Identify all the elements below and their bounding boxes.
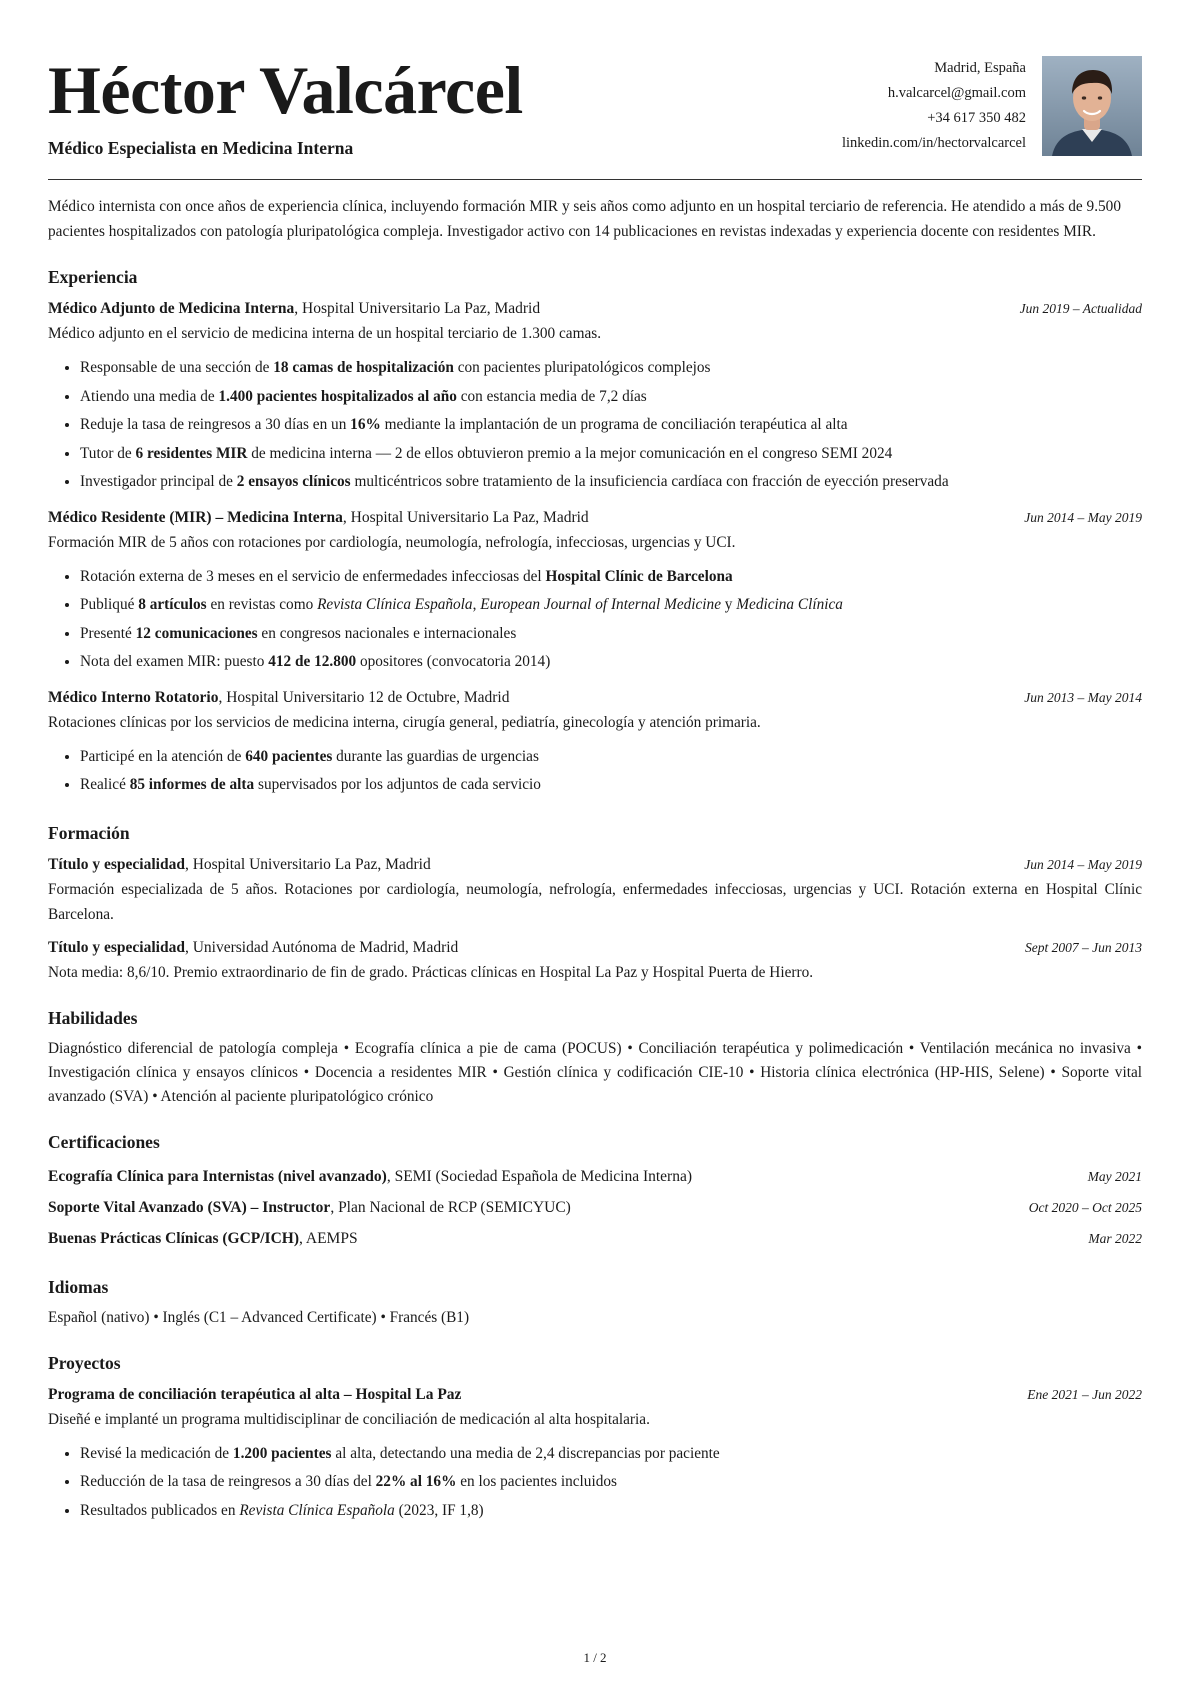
education-entry (48, 935, 1142, 985)
bullet-text: al alta, detectando una media de 2,4 discrepancias por paciente (331, 1444, 720, 1462)
bullet-text: Participé en la atención de (80, 747, 246, 765)
candidate-name: Héctor Valcárcel (48, 52, 523, 128)
experience-entry (48, 685, 1142, 800)
bullet-item (80, 1440, 1142, 1469)
job-description: Rotaciones clínicas por los servicios de medicina interna, cirugía general, pediatría, ginecología y atención primaria. (48, 713, 761, 731)
experience-role-line (48, 296, 540, 321)
education-section (48, 822, 1142, 985)
certifications-heading: Certificaciones (48, 1131, 160, 1152)
experience-list (48, 296, 1142, 800)
skills-text: Diagnóstico diferencial de patología compleja • Ecografía clínica a pie de cama (POCUS) • Conciliación terapéutica y polimedicación • Ventilación mecánica no invasiva • Investigación clínica y ensayos clínicos • Docencia a residentes MIR • Gestión clínica y codificación CIE-10 • Historia clínica electrónica (HP-HIS, Selene) • Soporte vital avanzado (SVA) • Atención al paciente pluripatológico crónico (48, 1039, 1142, 1105)
certifications-list (48, 1161, 1142, 1254)
bullet-text: supervisados por los adjuntos de cada servicio (254, 776, 541, 793)
bullet-item (80, 620, 1142, 649)
certification-row (48, 1223, 1142, 1254)
education-place: , Hospital Universitario La Paz, Madrid (184, 855, 431, 873)
experience-role-line (48, 505, 589, 530)
job-date: Jun 2013 – May 2014 (1024, 689, 1142, 705)
job-place: , Hospital Universitario La Paz, Madrid (342, 508, 589, 526)
bullet-text: durante las guardias de urgencias (332, 747, 539, 765)
certification-name: Soporte Vital Avanzado (SVA) – Instructor (48, 1198, 331, 1216)
bullet-item (80, 563, 1142, 592)
bullet-text: multicéntricos sobre tratamiento de la insuficiencia cardíaca con fracción de eyección preservada (350, 473, 949, 490)
bullet-item (80, 743, 1142, 772)
education-degree: Título y especialidad (48, 938, 185, 956)
certification-date: Mar 2022 (1088, 1230, 1142, 1246)
page-number: 1 / 2 (583, 1650, 607, 1665)
bullet-text: , (472, 596, 481, 613)
bullet-text: mediante la implantación de un programa de conciliación terapéutica al alta (380, 416, 848, 433)
certification-row (48, 1161, 1142, 1192)
bullet-text: con estancia media de 7,2 días (456, 387, 647, 405)
bullet-highlight: 22% al 16% (375, 1473, 457, 1490)
experience-entry (48, 505, 1142, 677)
education-description: Nota media: 8,6/10. Premio extraordinario de fin de grado. Prácticas clínicas en Hospital La Paz y Hospital Puerta de Hierro. (48, 963, 814, 981)
bullet-text: Publiqué (80, 596, 139, 613)
education-list (48, 852, 1142, 985)
projects-section (48, 1352, 1142, 1526)
candidate-title: Médico Especialista en Medicina Interna (48, 138, 354, 158)
certification-date: Oct 2020 – Oct 2025 (1028, 1199, 1142, 1215)
bullet-highlight: 640 pacientes (245, 747, 333, 765)
education-degree: Título y especialidad (48, 855, 185, 873)
bullet-text: opositores (convocatoria 2014) (356, 653, 551, 670)
job-description: Formación MIR de 5 años con rotaciones por cardiología, neumología, nefrología, infecciosas, urgencias y UCI. (48, 533, 736, 551)
skills-section (48, 1007, 1142, 1109)
project-entry-header (48, 1382, 1142, 1407)
bullet-item (80, 411, 1142, 440)
bullet-item (80, 468, 1142, 497)
experience-entry-header (48, 685, 1142, 710)
experience-entry-header (48, 296, 1142, 321)
bullet-text: en los pacientes incluidos (456, 1473, 617, 1490)
job-role: Médico Adjunto de Medicina Interna (48, 300, 295, 317)
certification-line (48, 1161, 692, 1192)
professional-summary: Médico internista con once años de experiencia clínica, incluyendo formación MIR y seis años como adjunto en un hospital terciario de referencia. He atendido a más de 9.500 pacientes hospitalizados con patología pluripatológica compleja. Investigador activo con 14 publicaciones en revistas indexadas y experiencia docente con residentes MIR. (48, 198, 1121, 240)
education-date: Sept 2007 – Jun 2013 (1025, 939, 1142, 955)
certification-line (48, 1223, 358, 1254)
education-place: , Universidad Autónoma de Madrid, Madrid (184, 938, 459, 956)
bullet-highlight: 1.400 pacientes hospitalizados al año (218, 387, 457, 405)
certification-issuer: , SEMI (Sociedad Española de Medicina Interna) (386, 1167, 693, 1185)
bullet-text: Reduje la tasa de reingresos a 30 días en un (80, 416, 351, 433)
bullet-item (80, 1497, 1142, 1526)
bullet-highlight: 2 ensayos clínicos (236, 473, 351, 490)
bullet-item (80, 771, 1142, 800)
bullet-text: en congresos nacionales e internacionales (257, 624, 517, 642)
job-role: Médico Residente (MIR) – Medicina Interna (48, 508, 343, 526)
bullet-list (48, 1440, 1142, 1526)
experience-entry (48, 296, 1142, 497)
certification-issuer: , Plan Nacional de RCP (SEMICYUC) (330, 1198, 571, 1216)
education-description: Formación especializada de 5 años. Rotaciones por cardiología, neumología, nefrología, enfermedades infecciosas, urgencias y UCI. Rotación externa en Hospital Clínic Barcelona. (48, 880, 1142, 923)
project-date: Ene 2021 – Jun 2022 (1027, 1386, 1142, 1402)
certification-name: Ecografía Clínica para Internistas (nivel avanzado) (48, 1167, 387, 1185)
education-entry-header (48, 935, 1142, 960)
bullet-item (80, 383, 1142, 412)
job-date: Jun 2014 – May 2019 (1024, 509, 1142, 525)
projects-list (48, 1382, 1142, 1526)
contact-email[interactable]: h.valcarcel@gmail.com (887, 85, 1026, 101)
bullet-list (48, 563, 1142, 677)
skills-heading: Habilidades (48, 1007, 138, 1028)
journal-name: Revista Clínica Española (317, 596, 473, 613)
bullet-highlight: 1.200 pacientes (232, 1444, 332, 1462)
bullet-highlight: 18 camas de hospitalización (273, 359, 454, 376)
education-heading: Formación (48, 822, 130, 843)
bullet-text: Atiendo una media de (80, 387, 219, 405)
job-description: Médico adjunto en el servicio de medicina interna de un hospital terciario de 1.300 camas. (48, 325, 602, 342)
resume-header (48, 48, 1142, 180)
journal-name: Revista Clínica Española (239, 1501, 395, 1519)
certification-issuer: , AEMPS (299, 1229, 358, 1247)
languages-text: Español (nativo) • Inglés (C1 – Advanced Certificate) • Francés (B1) (48, 1308, 470, 1326)
bullet-text: y (720, 596, 737, 613)
experience-role-line (48, 685, 509, 710)
bullet-list (48, 354, 1142, 497)
certification-row (48, 1192, 1142, 1223)
projects-heading: Proyectos (48, 1352, 121, 1373)
experience-section (48, 266, 1142, 800)
job-date: Jun 2019 – Actualidad (1019, 301, 1142, 316)
contact-location: Madrid, España (934, 60, 1026, 76)
bullet-item (80, 591, 1142, 620)
contact-linkedin[interactable]: linkedin.com/in/hectorvalcarcel (842, 135, 1026, 151)
experience-heading: Experiencia (48, 267, 138, 287)
bullet-text: Rotación externa de 3 meses en el servicio de enfermedades infecciosas del (80, 567, 546, 585)
education-date: Jun 2014 – May 2019 (1024, 856, 1142, 872)
languages-heading: Idiomas (48, 1276, 109, 1297)
project-entry (48, 1382, 1142, 1526)
certification-date: May 2021 (1087, 1168, 1142, 1184)
bullet-highlight: 8 artículos (138, 596, 207, 613)
profile-photo-image (1042, 56, 1142, 156)
bullet-highlight: 6 residentes MIR (135, 444, 248, 462)
bullet-text: Investigador principal de (80, 473, 237, 490)
bullet-item (80, 1468, 1142, 1497)
education-entry (48, 852, 1142, 927)
experience-entry-header (48, 505, 1142, 530)
certification-name: Buenas Prácticas Clínicas (GCP/ICH) (48, 1229, 299, 1247)
certifications-section (48, 1131, 1142, 1254)
job-place: , Hospital Universitario 12 de Octubre, Madrid (218, 688, 510, 706)
bullet-item (80, 440, 1142, 469)
certification-line (48, 1192, 571, 1223)
bullet-highlight: Hospital Clínic de Barcelona (545, 567, 733, 585)
bullet-text: Revisé la medicación de (80, 1444, 233, 1462)
job-role: Médico Interno Rotatorio (48, 688, 219, 706)
profile-photo (1042, 56, 1142, 156)
bullet-text: Responsable de una sección de (80, 359, 274, 376)
bullet-text: Realicé (80, 776, 130, 793)
bullet-text: Nota del examen MIR: puesto (80, 653, 269, 670)
bullet-text: Presenté (80, 624, 136, 642)
bullet-text: Reducción de la tasa de reingresos a 30 días del (80, 1473, 376, 1490)
bullet-item (80, 354, 1142, 383)
bullet-highlight: 85 informes de alta (129, 776, 255, 793)
bullet-text: Tutor de (80, 444, 136, 462)
bullet-highlight: 12 comunicaciones (135, 624, 258, 642)
education-entry-header (48, 852, 1142, 877)
bullet-text: Resultados publicados en (80, 1501, 240, 1519)
bullet-text: en revistas como (206, 596, 318, 613)
bullet-list (48, 743, 1142, 800)
journal-name: European Journal of Internal Medicine (480, 596, 721, 613)
bullet-text: (2023, IF 1,8) (394, 1501, 484, 1519)
contact-phone[interactable]: +34 617 350 482 (927, 110, 1026, 126)
project-description: Diseñé e implanté un programa multidisciplinar de conciliación de medicación al alta hospitalaria. (48, 1410, 650, 1428)
journal-name: Medicina Clínica (736, 596, 843, 613)
job-place: , Hospital Universitario La Paz, Madrid (294, 300, 541, 317)
bullet-highlight: 16% (350, 416, 381, 433)
bullet-item (80, 648, 1142, 677)
languages-section (48, 1276, 1142, 1330)
contact-block (842, 56, 1026, 156)
bullet-highlight: 412 de 12.800 (268, 653, 357, 670)
project-title: Programa de conciliación terapéutica al alta – Hospital La Paz (48, 1385, 462, 1403)
education-degree-line (48, 852, 431, 877)
bullet-text: de medicina interna — 2 de ellos obtuvieron premio a la mejor comunicación en el congreso SEMI 2024 (247, 444, 893, 462)
bullet-text: con pacientes pluripatológicos complejos (453, 359, 711, 376)
education-degree-line (48, 935, 458, 960)
